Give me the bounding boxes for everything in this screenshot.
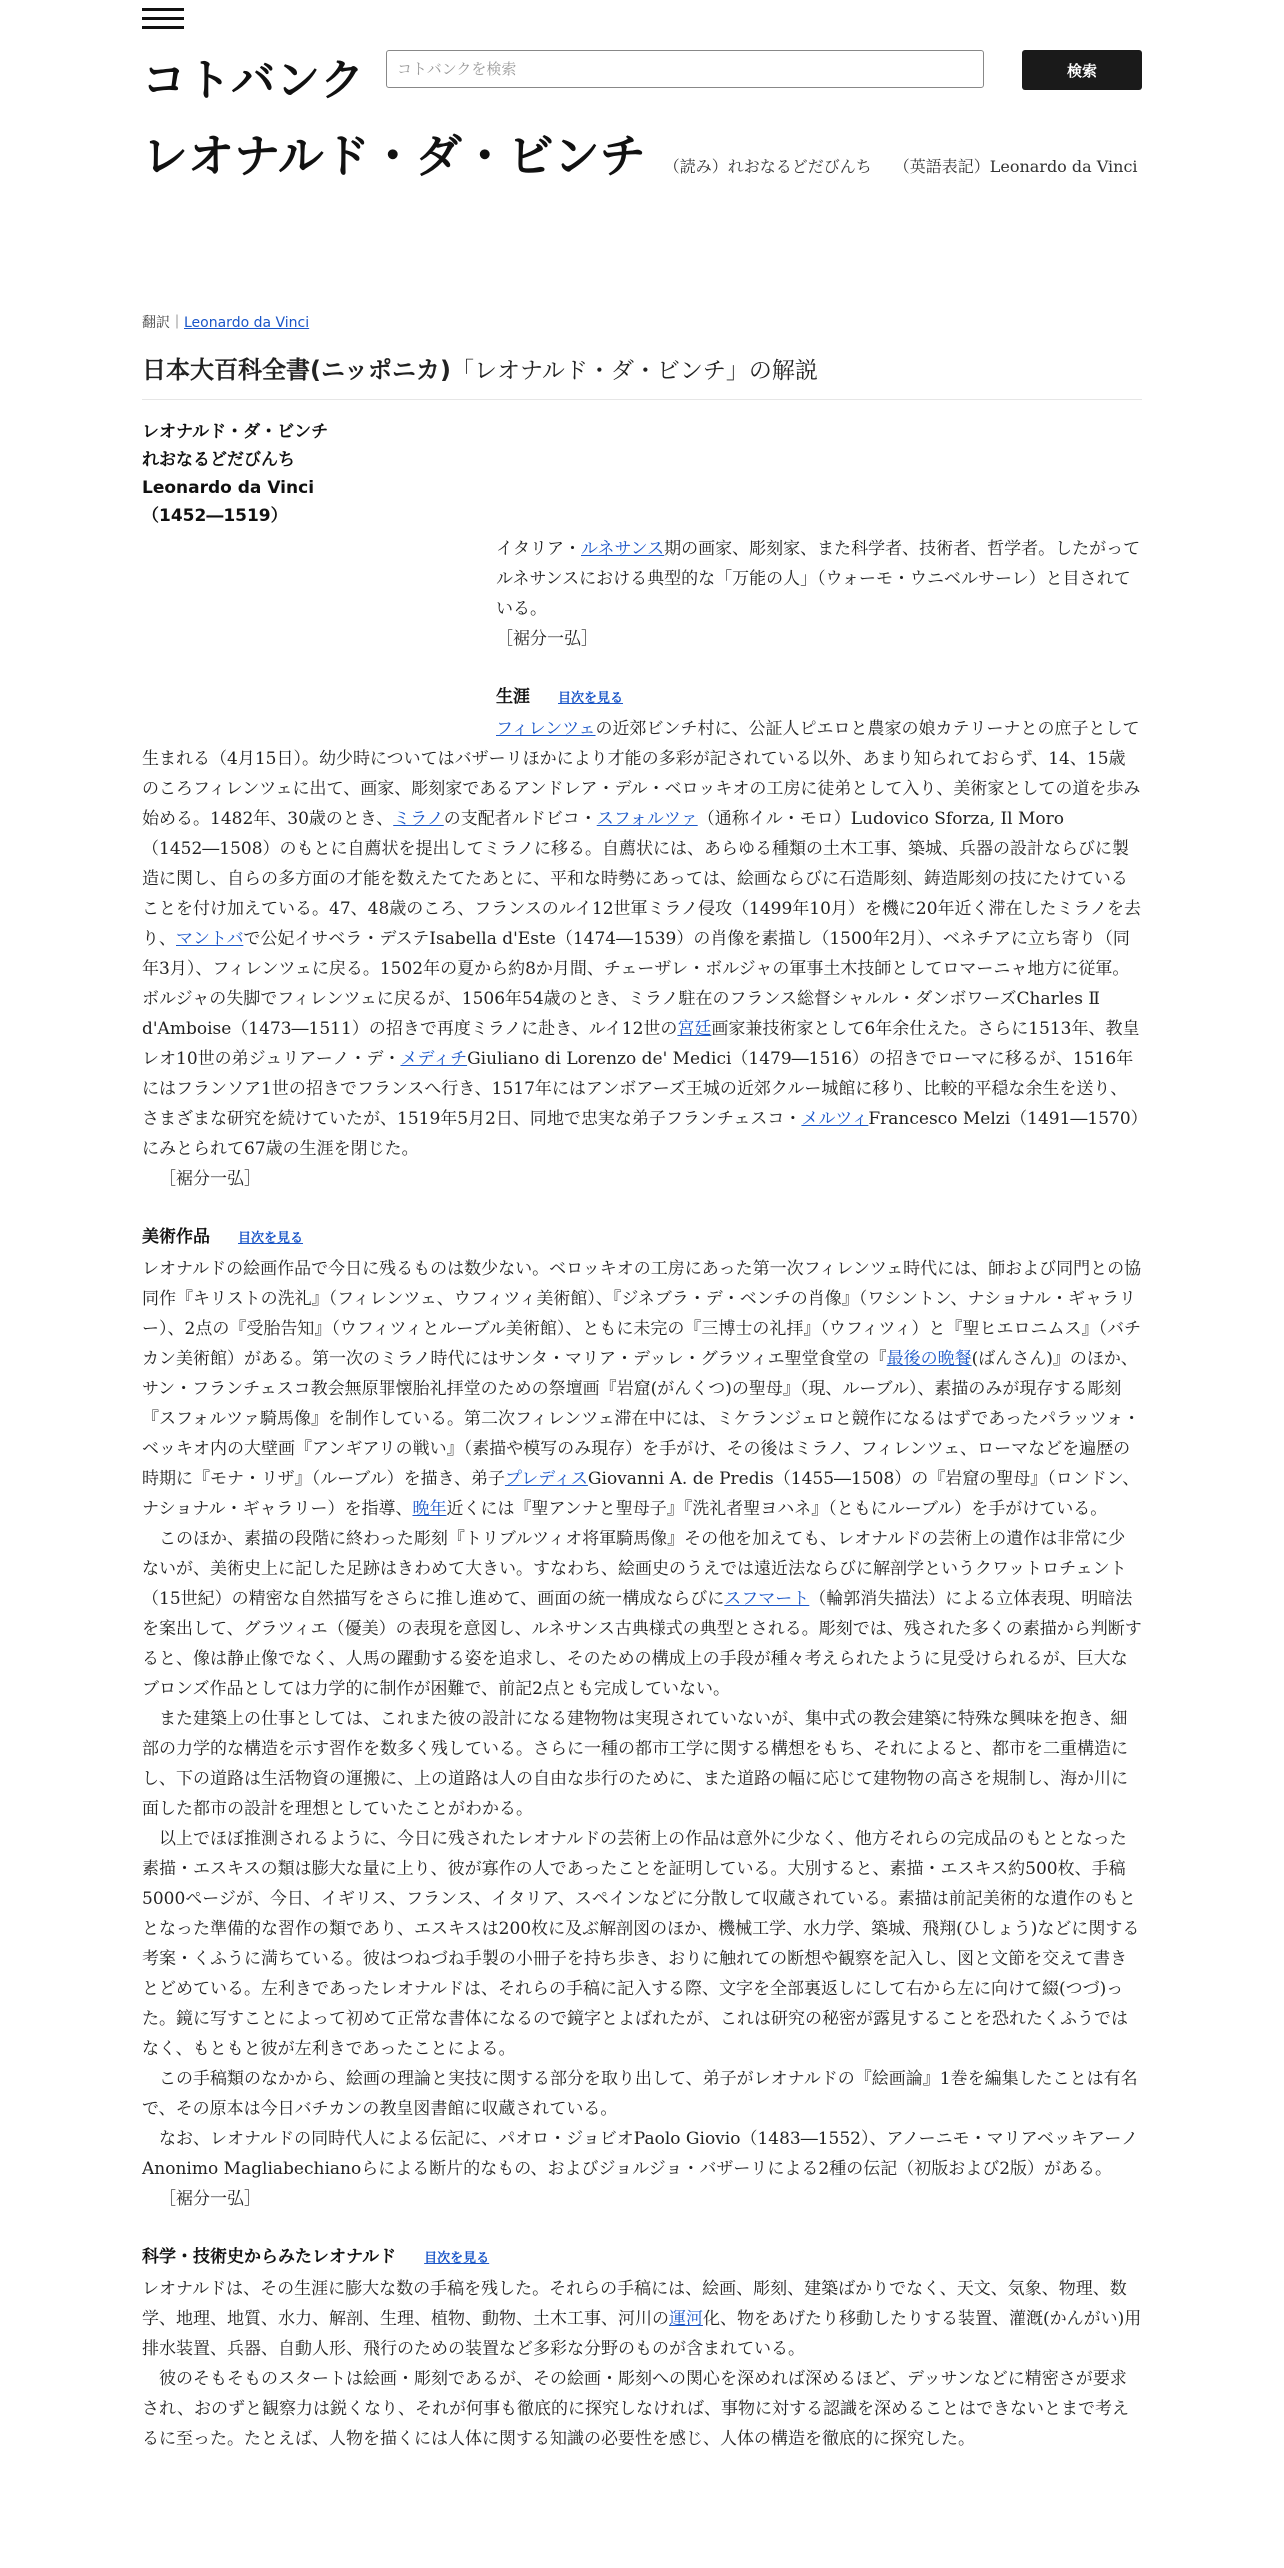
link-late-years[interactable]: 晩年 xyxy=(412,1499,447,1519)
link-sforza[interactable]: スフォルツァ xyxy=(596,809,698,829)
entry-head-reading: れおなるどだびんち xyxy=(142,450,295,470)
link-renaissance[interactable]: ルネサンス xyxy=(581,539,665,559)
dictionary-name: 日本大百科全書(ニッポニカ) xyxy=(142,356,451,384)
works-paragraph: この手稿類のなかから、絵画の理論と実技に関する部分を取り出して、弟子がレオナルドの『絵画論』1巻を編集したことは有名で、その原本は今日バチカンの教皇図書館に収蔵されている。 xyxy=(142,2069,1138,2119)
works-paragraph: レオナルドの絵画作品で今日に残るものは数少ない。ベロッキオの工房にあった第一次フィレンツェ時代には、師および同門との協同作『キリストの洗礼』（フィレンツェ、ウフィツィ美術館）、『ジネブラ・デ・ベンチの肖像』（ワシントン、ナショナル・ギャラリー）、2点の『受胎告知』（ウフィツィとルーブル美術館）、ともに未完の『三博士の礼拝』（ウフィツィ）と『聖ヒエロニムス』（バチカン美術館）がある。第一次のミラノ時代にはサンタ・マリア・デッレ・グラツィエ聖堂食堂の『最後の晩餐(ばんさん)』のほか、サン・フランチェスコ教会無原罪懐胎礼拝堂のための祭壇画『岩窟(がんくつ)の聖母』（現、ルーブル）、素描のみが現存する彫刻『スフォルツァ騎馬像』を制作している。第二次フィレンツェ滞在中には、ミケランジェロと競作になるはずであったパラッツォ・ベッキオ内の大壁画『アンギアリの戦い』（素描や模写のみ現存）を手がけ、その後はミラノ、フィレンツェ、ローマなどを遍歴の時期に『モナ・リザ』（ルーブル）を描き、弟子プレディスGiovanni A. de Predis（1455―1508）の『岩窟の聖母』（ロンドン、ナショナル・ギャラリー）を指導、晩年近くには『聖アンナと聖母子』『洗礼者聖ヨハネ』（ともにルーブル）を手がけている。 xyxy=(142,1259,1142,1519)
link-melzi[interactable]: メルツィ xyxy=(801,1109,869,1129)
link-sfumato[interactable]: スフマート xyxy=(724,1589,810,1609)
search-input[interactable] xyxy=(386,50,984,88)
toc-link[interactable]: 目次を見る xyxy=(238,1231,304,1246)
toc-link[interactable]: 目次を見る xyxy=(424,2251,490,2266)
entry-head-name: レオナルド・ダ・ビンチ xyxy=(142,422,329,442)
author-credit: ［裾分一弘］ xyxy=(159,1169,261,1189)
science-paragraph: レオナルドは、その生涯に膨大な数の手稿を残した。それらの手稿には、絵画、彫刻、建築ばかりでなく、天文、気象、物理、数学、地理、地質、水力、解剖、生理、植物、動物、土木工事、河川の運河化、物をあげたり移動したりする装置、灌漑(かんがい)用排水装置、兵器、自動人形、飛行のための装置など多彩な分野のものが含まれている。 xyxy=(142,2279,1142,2359)
works-paragraph: 以上でほぼ推測されるように、今日に残されたレオナルドの芸術上の作品は意外に少なく、他方それらの完成品のもととなった素描・エスキスの類は膨大な量に上り、彼が寡作の人であったことを証明している。大別すると、素描・エスキス約500枚、手稿5000ページが、今日、イギリス、フランス、イタリア、スペインなどに分散して収蔵されている。素描は前記美術的な遺作のもととなった準備的な習作の類であり、エスキスは200枚に及ぶ解剖図のほか、機械工学、水力学、築城、飛翔(ひしょう)などに関する考案・くふうに満ちている。彼はつねづね手製の小冊子を持ち歩き、おりに触れての断想や観察を記入し、図と文節を交えて書きとどめている。左利きであったレオナルドは、それらの手稿に記入する際、文字を全部裏返しにして右から左に向けて綴(つづ)った。鏡に写すことによって初めて正常な書体になるので鏡字とよばれたが、これは研究の秘密が露見することを恐れたくふうではなく、もともと彼が左利きであったことによる。 xyxy=(142,1829,1140,2059)
site-logo[interactable]: コトバンク xyxy=(142,55,366,106)
title-reading: （読み）れおなるどだびんち xyxy=(663,157,872,176)
dictionary-heading xyxy=(142,350,1142,400)
entry-head-years: （1452―1519） xyxy=(142,506,288,526)
link-florence[interactable]: フィレンツェ xyxy=(496,719,596,739)
entry-head-original: Leonardo da Vinci xyxy=(142,478,315,498)
toc-link[interactable]: 目次を見る xyxy=(558,691,624,706)
translation-line xyxy=(142,312,309,332)
works-paragraph: このほか、素描の段階に終わった彫刻『トリブルツィオ将軍騎馬像』その他を加えても、レオナルドの芸術上の遺作は非常に少ないが、美術史上に記した足跡はきわめて大きい。すなわち、絵画史のうえでは遠近法ならびに解剖学というクワットロチェント（15世紀）の精密な自然描写をさらに推し進めて、画面の統一構成ならびにスフマート（輪郭消失描法）による立体表現、明暗法を案出して、グラツィエ（優美）の表現を意図し、ルネサンス古典様式の典型とされる。彫刻では、残された多くの素描から判断すると、像は静止像でなく、人馬の躍動する姿を追求し、そのための構成上の手段が種々考えられたように見受けられるが、巨大なブロンズ作品としては力学的に制作が困難で、前記2点とも完成していない。 xyxy=(142,1529,1142,1699)
career-paragraph: フィレンツェの近郊ビンチ村に、公証人ピエロと農家の娘カテリーナとの庶子として生まれる（4月15日）。幼少時についてはバザーリほかにより才能の多彩が記されている以外、あまり知られておらず、14、15歳のころフィレンツェに出て、画家、彫刻家であるアンドレア・デル・ベロッキオの工房に徒弟として入り、美術家としての道を歩み始める。1482年、30歳のとき、ミラノの支配者ルドビコ・スフォルツァ（通称イル・モロ）Ludovico Sforza, Il Moro（1452―1508）のもとに自薦状を提出してミラノに移る。自薦状には、あらゆる種類の土木工事、築城、兵器の設計ならびに製造に関し、自らの多方面の才能を数えたてたあとに、平和な時勢にあっては、絵画ならびに石造彫刻、鋳造彫刻の技にたけていることを付け加えている。47、48歳のころ、フランスのルイ12世軍ミラノ侵攻（1499年10月）を機に20年近く滞在したミラノを去り、マントバで公妃イサベラ・デステIsabella d'Este（1474―1539）の肖像を素描し（1500年2月）、ベネチアに立ち寄り（同年3月）、フィレンツェに戻る。1502年の夏から約8か月間、チェーザレ・ボルジャの軍事土木技師としてロマーニャ地方に従軍。ボルジャの失脚でフィレンツェに戻るが、1506年54歳のとき、ミラノ駐在のフランス総督シャルル・ダンボワーズCharles Ⅱ d'Amboise（1473―1511）の招きで再度ミラノに赴き、ルイ12世の宮廷画家兼技術家として6年余仕えた。さらに1513年、教皇レオ10世の弟ジュリアーノ・デ・メディチGiuliano di Lorenzo de' Medici（1479―1516）の招きでローマに移るが、1516年にはフランソア1世の招きでフランスへ行き、1517年にはアンボアーズ王城の近郊クルー城館に移り、比較的平穏な余生を送り、さまざまな研究を続けていたが、1519年5月2日、同地で忠実な弟子フランチェスコ・メルツィFrancesco Melzi（1491―1570）にみとられて67歳の生涯を閉じた。 xyxy=(142,719,1142,1159)
science-paragraph: 彼のそもそものスタートは絵画・彫刻であるが、その絵画・彫刻への関心を深めれば深めるほど、デッサンなどに精密さが要求され、おのずと観察力は鋭くなり、それが何事も徹底的に探究しなければ、事物に対する認識を深めることはできないとまで考えるに至った。たとえば、人物を描くには人体に関する知識の必要性を感じ、人体の構造を徹底的に探究した。 xyxy=(142,2369,1130,2449)
title-english: （英語表記）Leonardo da Vinci xyxy=(893,157,1138,176)
section-heading-career xyxy=(142,682,1142,714)
section-heading-science xyxy=(142,2242,1142,2274)
translation-link[interactable]: Leonardo da Vinci xyxy=(184,315,310,331)
section-title: 生涯 xyxy=(496,687,530,707)
menu-icon[interactable] xyxy=(142,8,184,30)
translation-label: 翻訳｜ xyxy=(142,315,184,331)
page-title-block xyxy=(142,118,1142,205)
intro-paragraph: イタリア・ルネサンス期の画家、彫刻家、また科学者、技術者、哲学者。したがってルネサンスにおける典型的な「万能の人」（ウォーモ・ウニベルサーレ）と目されている。 xyxy=(496,539,1141,619)
entry-head xyxy=(142,418,402,530)
link-milan[interactable]: ミラノ xyxy=(393,809,444,829)
link-medici[interactable]: メディチ xyxy=(400,1049,468,1069)
page-title: レオナルド・ダ・ビンチ xyxy=(142,129,646,183)
author-credit: ［裾分一弘］ xyxy=(496,629,598,649)
link-court[interactable]: 宮廷 xyxy=(677,1019,712,1039)
link-mantova[interactable]: マントバ xyxy=(176,929,244,949)
link-canal[interactable]: 運河 xyxy=(669,2309,703,2329)
section-title: 科学・技術史からみたレオナルド xyxy=(142,2247,397,2267)
section-heading-works xyxy=(142,1222,1142,1254)
link-last-supper[interactable]: 最後の晩餐 xyxy=(886,1349,972,1369)
article-body xyxy=(142,534,1142,2454)
works-paragraph: また建築上の仕事としては、これまた彼の設計になる建物物は実現されていないが、集中式の教会建築に特殊な興味を抱き、細部の力学的な構造を示す習作を数多く残している。さらに一種の都市工学に関する構想をもち、それによると、都市を二重構造にし、下の道路は生活物資の運搬に、上の道路は人の自由な歩行のために、また道路の幅に応じて建物物の高さを規制し、海か川に面した都市の設計を理想としていたことがわかる。 xyxy=(142,1709,1128,1819)
dictionary-suffix: 「レオナルド・ダ・ビンチ」の解説 xyxy=(450,358,818,384)
link-predis[interactable]: プレディス xyxy=(504,1469,588,1489)
author-credit: ［裾分一弘］ xyxy=(159,2189,261,2209)
search-button[interactable]: 検索 xyxy=(1022,50,1142,90)
works-paragraph: なお、レオナルドの同時代人による伝記に、パオロ・ジョビオPaolo Giovio（1483―1552）、アノーニモ・マリアベッキアーノAnonimo Magliabechianoらによる断片的なもの、およびジョルジョ・バザーリによる2種の伝記（初版および2版）がある。 xyxy=(142,2129,1139,2179)
section-title: 美術作品 xyxy=(142,1227,210,1247)
